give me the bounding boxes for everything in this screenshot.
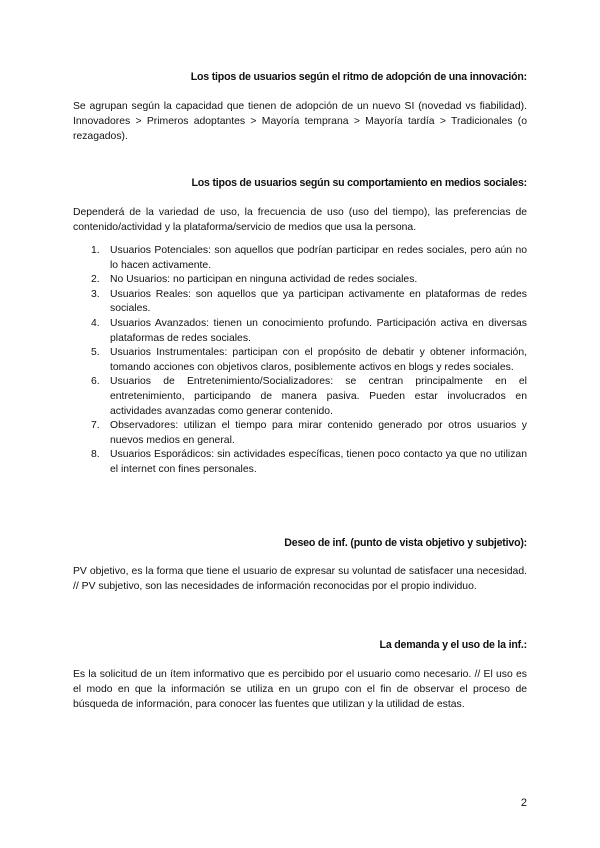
list-number: 6. [91,376,100,388]
list-text: Usuarios Instrumentales: participan con el propósito de debatir y obtener información, tomando acciones con objetivos claros, posiblemente activos en blogs y redes sociales. [110,347,527,373]
list-text: Observadores: utilizan el tiempo para mirar contenido generado por otros usuarios y nuevos medios en general. [110,420,527,446]
list-number: 5. [91,347,100,359]
page-number: 2 [520,797,527,809]
list-item [91,288,527,317]
section-heading-comportamiento: Los tipos de usuarios según su comportamiento en medios sociales: [191,177,527,189]
list-number: 3. [91,288,100,300]
list-item [91,346,527,375]
section-paragraph-deseo: PV objetivo, es la forma que tiene el usuario de expresar su voluntad de satisfacer una necesidad. // PV subjetivo, son las necesidades de información reconocidas por el propio individuo. [73,566,527,593]
list-text: Usuarios Potenciales: son aquellos que podrían participar en redes sociales, pero aún no lo hacen activamente. [110,245,527,271]
list-text: Usuarios de Entretenimiento/Socializadores: se centran principalmente en el entretenimiento, participando de manera pasiva. Pueden estar involucrados en actividades avanzadas como generar contenido. [110,376,527,417]
list-number: 8. [91,449,100,461]
list-item [91,273,527,288]
list-text: No Usuarios: no participan en ninguna actividad de redes sociales. [110,274,418,286]
list-number: 4. [91,317,100,329]
section-paragraph-demanda: Es la solicitud de un ítem informativo que es percibido por el usuario como necesario. // El uso es el modo en que la información se utiliza en un grupo con el fin de observar el proceso de búsqueda de información, para conocer las fuentes que utilizan y la utilidad de estas. [73,669,527,711]
section-paragraph-adopcion: Se agrupan según la capacidad que tienen de adopción de un nuevo SI (novedad vs fiabilidad). Innovadores > Primeros adoptantes > Mayoría temprana > Mayoría tardía > Tradicionales (o rezagados). [73,101,527,143]
list-item [91,375,527,419]
section-paragraph-comportamiento: Dependerá de la variedad de uso, la frecuencia de uso (uso del tiempo), las preferencias de contenido/actividad y la plataforma/servicio de medios que usa la persona. [73,207,527,234]
list-text: Usuarios Esporádicos: sin actividades específicas, tienen poco contacto ya que no utilizan el internet con fines personales. [110,449,527,475]
list-number: 1. [91,245,100,256]
section-heading-demanda: La demanda y el uso de la inf.: [379,639,527,651]
user-types-list [91,244,527,478]
list-number: 2. [91,274,100,286]
list-text: Usuarios Reales: son aquellos que ya participan activamente en plataformas de redes sociales. [110,288,527,315]
list-item [91,419,527,448]
list-text: Usuarios Avanzados: tienen un conocimiento profundo. Participación activa en diversas plataformas de redes sociales. [110,317,527,344]
list-item [91,448,527,477]
list-item [91,317,527,346]
section-heading-adopcion: Los tipos de usuarios según el ritmo de adopción de una innovación: [190,71,527,83]
list-number: 7. [91,420,100,432]
section-heading-deseo: Deseo de inf. (punto de vista objetivo y subjetivo): [284,537,527,549]
list-item [91,244,527,273]
